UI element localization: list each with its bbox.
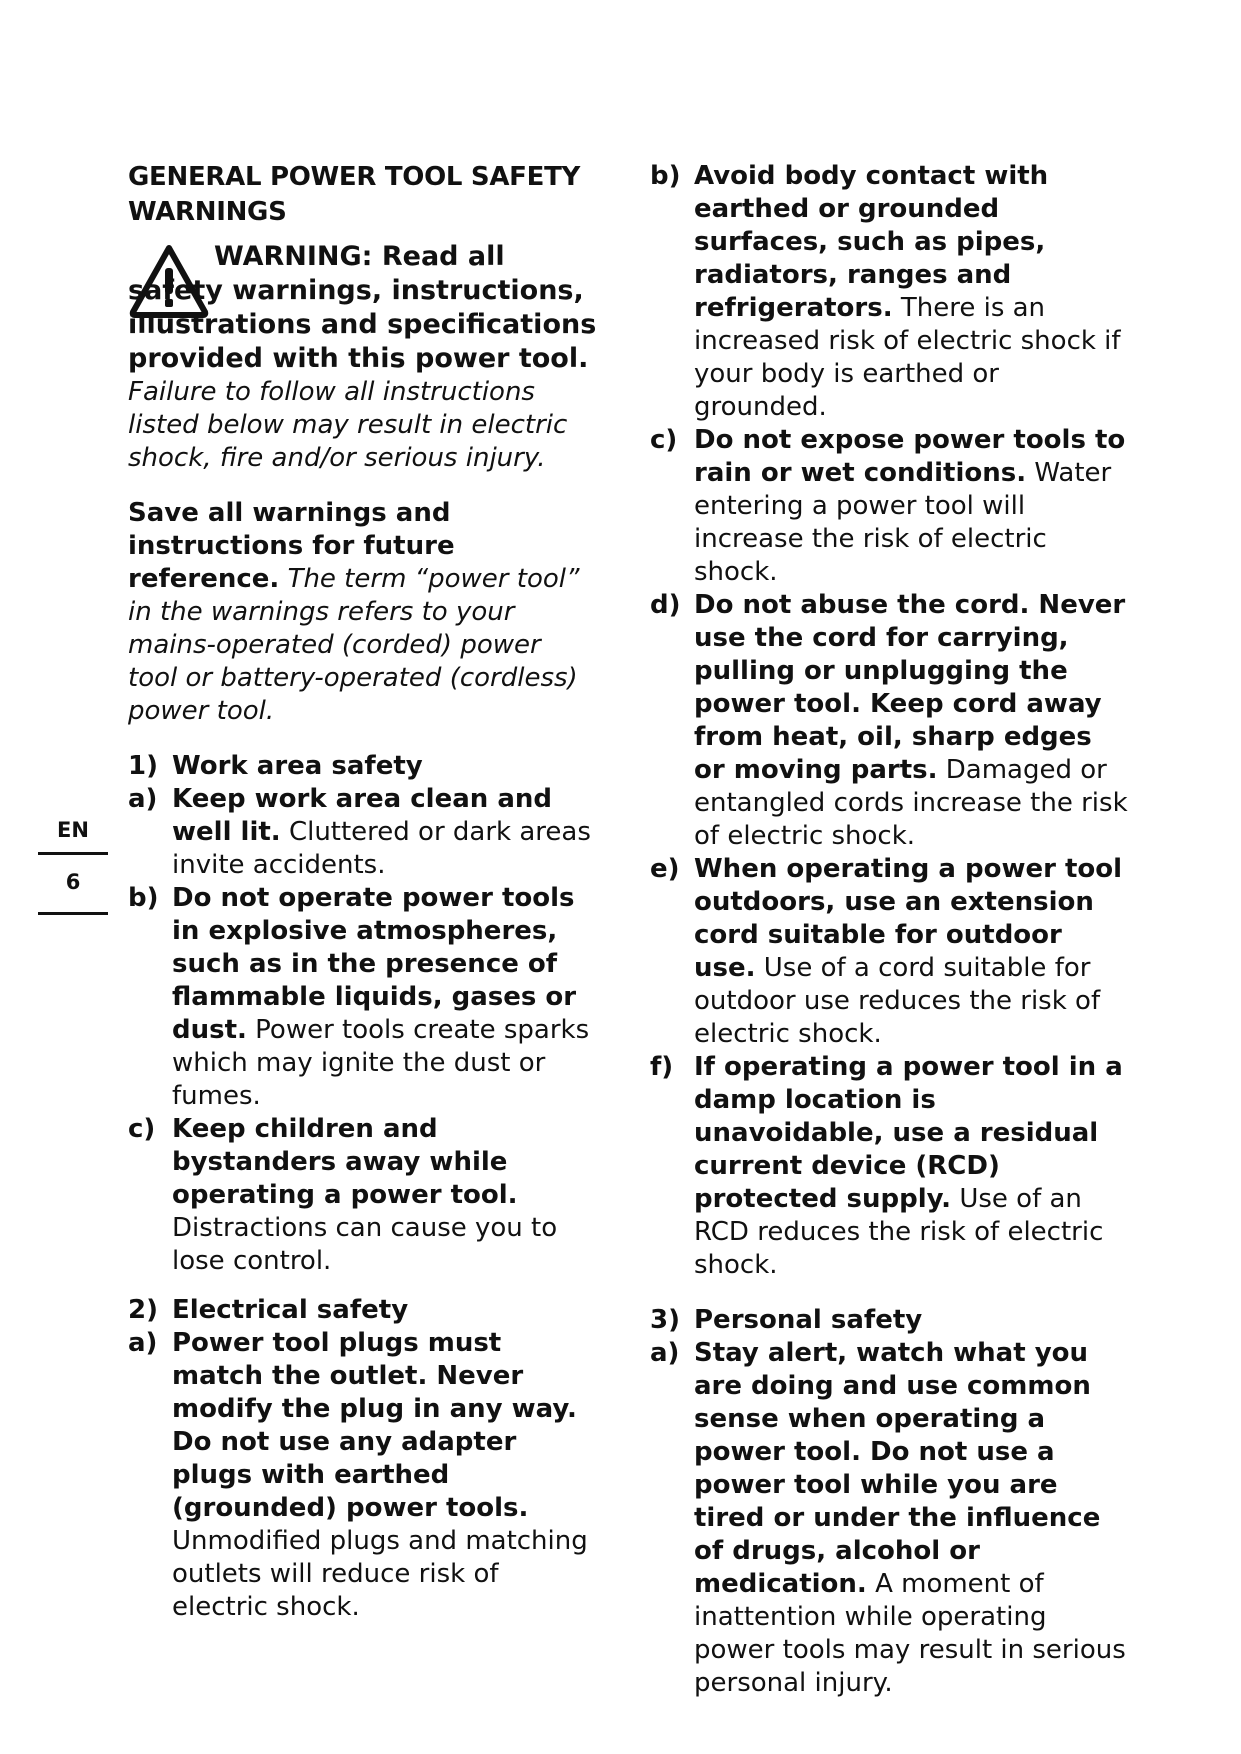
list-item: c) Keep children and bystanders away while operating a power tool. Distractions can cause you to lose control.	[128, 1114, 558, 1276]
list-item: b) Avoid body contact with earthed or grounded surfaces, such as pipes, radiators, ranges and refrigerators. There is an increased risk of electric shock if your body is earthed or grounded.	[650, 161, 1121, 422]
left-column	[128, 160, 598, 1624]
list-item: c) Do not expose power tools to rain or wet conditions. Water entering a power tool will increase the risk of electric shock.	[650, 425, 1126, 587]
section-heading-work-area: 1) Work area safety	[128, 751, 423, 781]
list-item: d) Do not abuse the cord. Never use the cord for carrying, pulling or unplugging the power tool. Keep cord away from heat, oil, sharp edges or moving parts. Damaged or entangled cords increase the risk of electric shock.	[650, 590, 1128, 851]
warning-paragraph: WARNING: Read all safety warnings, instructions, illustrations and specifications provided with this power tool. Failure to follow all instructions listed below may result in electric shock, fire and/or serious injury.	[128, 241, 597, 473]
list-item: a) Keep work area clean and well lit. Cluttered or dark areas invite accidents.	[128, 784, 591, 880]
list-item: a) Power tool plugs must match the outlet. Never modify the plug in any way. Do not use any adapter plugs with earthed (grounded) power tools. Unmodified plugs and matching outlets will reduce risk of electric shock.	[128, 1328, 588, 1622]
right-column	[650, 160, 1130, 1700]
save-paragraph: Save all warnings and instructions for future reference. The term “power tool” in the warnings refers to your mains-operated (corded) power tool or battery-operated (cordless) power tool.	[128, 498, 580, 726]
list-item: b) Do not operate power tools in explosive atmospheres, such as in the presence of flammable liquids, gases or dust. Power tools create sparks which may ignite the dust or fumes.	[128, 883, 590, 1111]
section-title: GENERAL POWER TOOL SAFETY WARNINGS	[128, 162, 581, 227]
page-number: 6	[65, 870, 81, 894]
list-item: e) When operating a power tool outdoors, use an extension cord suitable for outdoor use. Use of a cord suitable for outdoor use reduces the risk of electric shock.	[650, 854, 1123, 1049]
list-item: a) Stay alert, watch what you are doing and use common sense when operating a power tool. Do not use a power tool while you are tired or under the influence of drugs, alcohol or medication. A moment of inattention while operating power tools may result in serious personal injury.	[650, 1338, 1126, 1698]
divider	[38, 852, 108, 855]
section-heading-personal: 3) Personal safety	[650, 1305, 923, 1335]
language-tab: EN	[57, 818, 89, 842]
section-heading-electrical: 2) Electrical safety	[128, 1295, 409, 1325]
list-item: f) If operating a power tool in a damp location is unavoidable, use a residual current device (RCD) protected supply. Use of an RCD reduces the risk of electric shock.	[650, 1052, 1123, 1280]
divider	[38, 912, 108, 915]
